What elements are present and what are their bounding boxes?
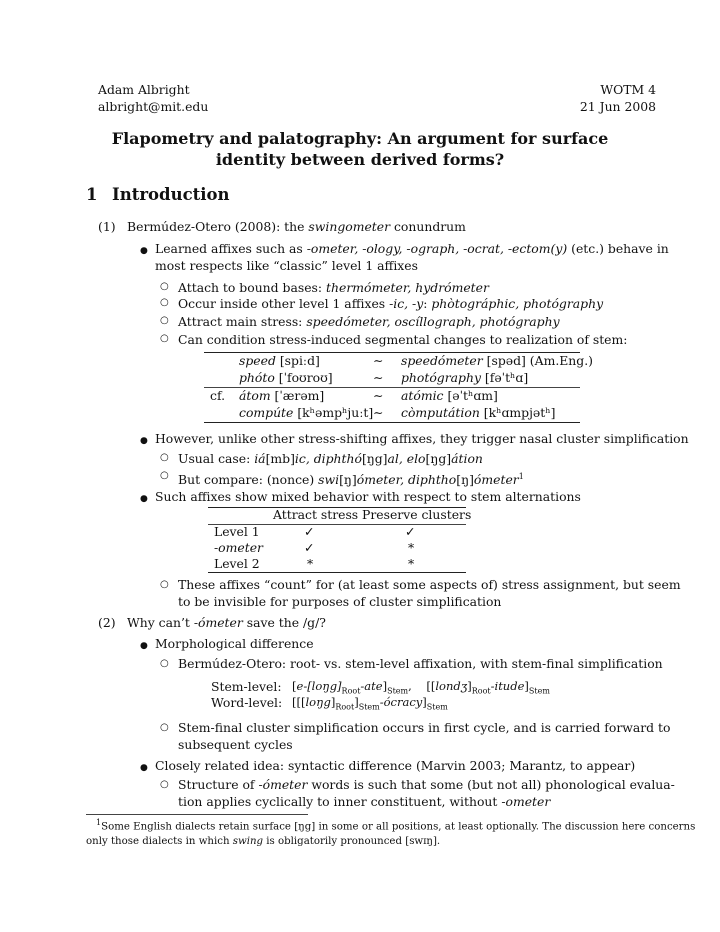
row-label: Level 1 [214, 524, 260, 539]
sub-bullet-7-line2: to be invisible for purposes of cluster simplification [178, 594, 502, 609]
ex2-sub-bullet-1: Bermúdez-Otero: root- vs. stem-level affixation, with stem-final simplification [178, 656, 663, 671]
text: Usual case: [178, 451, 255, 466]
text-italic: al, elo [387, 451, 426, 466]
text-italic: -ómeter [193, 615, 243, 630]
footnote [86, 815, 696, 849]
subscript: Stem [528, 686, 550, 696]
text-italic: -ic, -y [389, 296, 424, 311]
footnote-line2 [86, 834, 642, 849]
bullet-icon: ● [140, 436, 148, 446]
table2-header-stress: Attract stress [273, 507, 359, 522]
stem-level-label: Stem-level: [211, 679, 282, 694]
word-cell: phóto [239, 370, 275, 385]
text-italic: ómeter [473, 472, 519, 488]
footnote-line1 [86, 815, 696, 834]
text: Occur inside other level 1 affixes [178, 296, 390, 311]
text-italic: -ometer, -ology, -ograph, -ocrat, -ectom(y) [306, 241, 568, 256]
text-italic: londʒ [435, 679, 468, 693]
bullet-1-line2: most respects like “classic” level 1 affixes [155, 258, 418, 273]
example-1-heading [127, 218, 466, 235]
text-italic: speedómeter, oscíllograph, photógraphy [306, 314, 560, 329]
row-label: -ometer [214, 540, 263, 555]
text: ] [467, 679, 472, 693]
text-italic: loŋg [305, 695, 331, 709]
star-cell: * [408, 540, 415, 555]
transcription-cell: [ˈfoʊroʊ] [278, 370, 333, 385]
text: ] [524, 679, 529, 693]
tilde-cell: ∼ [373, 405, 384, 420]
ex2-sub-bullet-2-line1: Stem-final cluster simplification occurs in first cycle, and is carried forward to [178, 720, 671, 735]
text: (etc.) behave in [567, 241, 669, 256]
text: only those dialects in which [86, 836, 233, 848]
word-cell: atómic [401, 388, 444, 403]
word-cell: photógraphy [401, 370, 481, 385]
circle-bullet-icon: ○ [160, 470, 169, 481]
text: ] [330, 695, 336, 709]
bullet-3: Such affixes show mixed behavior with respect to stem alternations [155, 489, 581, 504]
word-cell: speedómeter [401, 353, 483, 368]
text-italic: -ate [360, 679, 383, 693]
transcription-cell: [spiːd] [279, 353, 320, 368]
circle-bullet-icon: ○ [160, 579, 169, 590]
bullet-icon: ● [140, 494, 148, 504]
text-italic: -ócracy [379, 695, 423, 709]
text-italic: iá [254, 451, 266, 466]
word-cell: còmputátion [401, 405, 480, 420]
table2-bottom-rule [208, 572, 466, 573]
text-italic: swi [318, 472, 340, 488]
sub-bullet-1 [178, 279, 489, 296]
venue: WOTM 4 [600, 82, 656, 97]
text: Attract main stress: [178, 314, 307, 329]
sub-bullet-3 [178, 313, 560, 330]
section-title: Introduction [112, 185, 230, 204]
text-italic: swing [232, 836, 264, 848]
text-italic: ómeter, diphtho [356, 472, 457, 488]
text: conundrum [390, 219, 466, 234]
text: ] [422, 695, 427, 709]
text: Why can’t [127, 615, 194, 630]
check-cell: ✓ [405, 524, 416, 539]
transcription-cell: [spəd] (Am.Eng.) [486, 353, 593, 368]
circle-bullet-icon: ○ [160, 315, 169, 326]
section-number: 1 [86, 185, 98, 204]
circle-bullet-icon: ○ [160, 281, 169, 292]
circle-bullet-icon: ○ [160, 779, 169, 790]
text-italic: -ómeter [258, 777, 308, 792]
star-cell: * [307, 556, 314, 571]
text-italic: -itude [490, 679, 525, 693]
text: is obligatorily pronounced [swɪŋ]. [263, 836, 441, 848]
table1-bottom-rule [204, 422, 580, 423]
circle-bullet-icon: ○ [160, 333, 169, 344]
word-cell: átom [239, 388, 271, 403]
word-level-form [292, 694, 448, 715]
text: Learned affixes such as [155, 241, 307, 256]
text-italic: swingometer [308, 219, 391, 234]
check-cell: ✓ [304, 524, 315, 539]
word-cell: compúte [239, 405, 294, 420]
subscript: Root [471, 686, 491, 696]
text: words is such that some (but not all) phonological evalua- [307, 777, 675, 792]
text: [ŋ] [339, 472, 357, 488]
text: Some English dialects retain surface [ŋg] in some or all positions, at least optionally. The discussion here concerns [101, 821, 696, 833]
text-italic: e [296, 679, 304, 693]
circle-bullet-icon: ○ [160, 297, 169, 308]
text-italic: ic, diphthó [294, 451, 362, 466]
subscript: Root [341, 686, 361, 696]
text: [ŋ] [456, 472, 474, 488]
text: [[[ [292, 695, 306, 709]
text: Bermúdez-Otero (2008): the [127, 219, 309, 234]
text-italic: phòtográphic, photógraphy [431, 296, 604, 311]
section-heading [86, 185, 230, 204]
sub-bullet-6 [178, 468, 524, 488]
tilde-cell: ∼ [373, 370, 384, 385]
text: , [408, 679, 412, 693]
text: [ŋg] [425, 451, 452, 466]
sub-bullet-5 [178, 450, 483, 467]
circle-bullet-icon: ○ [160, 658, 169, 669]
sub-bullet-4: Can condition stress-induced segmental changes to realization of stem: [178, 332, 628, 347]
text-italic: -ometer [501, 794, 551, 809]
subscript: Stem [358, 702, 380, 712]
footnote-marker: 1 [518, 472, 524, 481]
text: But compare: (nonce) [178, 472, 319, 488]
text: tion applies cyclically to inner constituent, without [178, 794, 502, 809]
transcription-cell: [əˈtʰɑm] [447, 388, 498, 403]
text: [mb] [265, 451, 295, 466]
circle-bullet-icon: ○ [160, 452, 169, 463]
ex2-bullet-1: Morphological difference [155, 636, 314, 651]
transcription-cell: [kʰɑmpjətʰ] [483, 405, 556, 420]
ex2-sub-bullet-3-line1 [178, 776, 675, 793]
transcription-cell: [fəˈtʰɑ] [484, 370, 529, 385]
sub-bullet-7-line1: These affixes “count” for (at least some aspects of) stress assignment, but seem [178, 577, 681, 592]
text: save the /g/? [242, 615, 326, 630]
check-cell: ✓ [304, 540, 315, 555]
text-italic: átion [451, 451, 483, 466]
transcription-cell: [kʰəmpʰjuːt] [297, 405, 374, 420]
transcription-cell: [ˈærəm] [274, 388, 325, 403]
table2-header-clusters: Preserve clusters [362, 507, 472, 522]
bullet-1-line1 [155, 240, 669, 257]
bullet-2: However, unlike other stress-shifting affixes, they trigger nasal cluster simplification [155, 431, 689, 446]
example-2-heading [127, 614, 326, 631]
bullet-icon: ● [140, 641, 148, 651]
tilde-cell: ∼ [373, 353, 384, 368]
paper-title-line1: Flapometry and palatography: An argument for surface [111, 129, 609, 148]
text: ] [354, 695, 359, 709]
text: [ŋg] [361, 451, 388, 466]
author-email: albright@mit.edu [98, 99, 209, 114]
paper-title-line2: identity between derived forms? [215, 150, 505, 169]
example-1-number: (1) [98, 219, 116, 234]
subscript: Stem [426, 702, 448, 712]
date: 21 Jun 2008 [579, 99, 656, 114]
lead-cell: cf. [210, 388, 226, 403]
sub-bullet-2 [178, 295, 603, 312]
example-2-number: (2) [98, 615, 116, 630]
text-italic: -[loŋg] [303, 679, 342, 693]
bullet-icon: ● [140, 763, 148, 773]
author-name: Adam Albright [98, 82, 190, 97]
row-label: Level 2 [214, 556, 260, 571]
ex2-sub-bullet-2-line2: subsequent cycles [178, 737, 293, 752]
text: [ [292, 679, 297, 693]
text: Structure of [178, 777, 259, 792]
word-cell: speed [239, 353, 276, 368]
subscript: Root [335, 702, 355, 712]
text: Attach to bound bases: [178, 280, 327, 295]
circle-bullet-icon: ○ [160, 722, 169, 733]
bullet-icon: ● [140, 246, 148, 256]
tilde-cell: ∼ [373, 388, 384, 403]
footnote-marker: 1 [96, 818, 102, 827]
ex2-sub-bullet-3-line2 [178, 793, 550, 810]
star-cell: * [408, 556, 415, 571]
text-italic: thermómeter, hydrómeter [326, 280, 489, 295]
text: : [423, 296, 432, 311]
text: ] [382, 679, 388, 693]
ex2-bullet-2: Closely related idea: syntactic difference (Marvin 2003; Marantz, to appear) [155, 758, 636, 773]
text: [[ [426, 679, 436, 693]
subscript: Stem [387, 686, 409, 696]
word-level-label: Word-level: [211, 695, 283, 710]
